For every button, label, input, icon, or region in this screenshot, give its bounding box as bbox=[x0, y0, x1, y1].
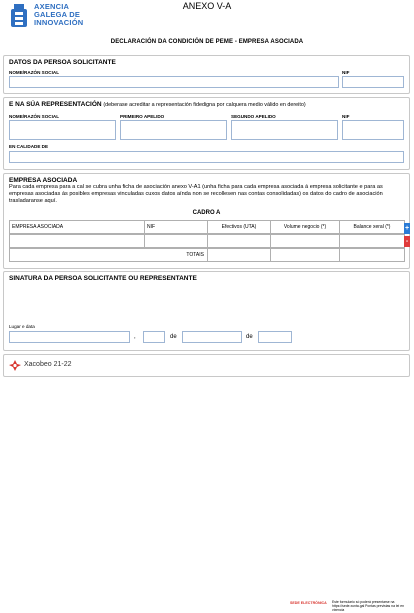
col-header-company: EMPRESA ASOCIADA bbox=[9, 220, 145, 234]
rep-nif-label: NIF bbox=[342, 114, 350, 119]
logo-line-2: GALEGA DE bbox=[34, 10, 81, 19]
rep-capacity-label: EN CALIDADE DE bbox=[9, 144, 49, 149]
totals-spacer bbox=[9, 248, 208, 262]
signature-section bbox=[3, 271, 410, 351]
row-turnover-field[interactable] bbox=[270, 234, 340, 248]
footer-notice bbox=[332, 600, 412, 613]
signature-section-title: SINATURA DA PERSOA SOLICITANTE OU REPRESENTANTE bbox=[9, 275, 197, 282]
associated-paragraph: Para cada empresa para a cal se cubra unha ficha de asociación anexo V-A1 (unha ficha para cada empresa asociada á empresa solicitante e para as empresas asociadas ás posibles empresas vinculadas cuxos datos aínda non se recollesen nas contas consolidadas) os datos do cadro de asociación trasladaranse aquí. bbox=[9, 184, 383, 204]
logo-line-1: AXENCIA bbox=[34, 2, 70, 11]
applicant-nif-field[interactable] bbox=[342, 76, 404, 88]
annex-label: ANEXO V-A bbox=[182, 1, 232, 11]
applicant-name-label: NOME/RAZÓN SOCIAL bbox=[9, 70, 60, 75]
rep-nif-field[interactable] bbox=[342, 120, 404, 140]
col-header-nif: NIF bbox=[144, 220, 208, 234]
sede-badge bbox=[290, 601, 327, 605]
representation-note: (deberase acreditar a representación fidedigna por calquera medio válido en dereito) bbox=[103, 102, 306, 108]
col-header-staff: Efectivos (UTA) bbox=[207, 220, 271, 234]
table-title: CADRO A bbox=[192, 210, 221, 216]
applicant-section-title: DATOS DA PERSOA SOLICITANTE bbox=[9, 59, 116, 66]
associated-section bbox=[3, 173, 410, 269]
de-separator-1: de bbox=[170, 334, 177, 340]
col-header-balance: Balance xeral (*) bbox=[339, 220, 405, 234]
rep-name-field[interactable] bbox=[9, 120, 116, 140]
row-nif-field[interactable] bbox=[144, 234, 208, 248]
representation-section-title bbox=[9, 101, 306, 108]
rep-first-surname-label: PRIMEIRO APELIDO bbox=[120, 114, 165, 119]
totals-balance-field[interactable] bbox=[339, 248, 405, 262]
associated-section-title: EMPRESA ASOCIADA bbox=[9, 177, 78, 184]
applicant-name-field[interactable] bbox=[9, 76, 339, 88]
de-separator-2: de bbox=[246, 334, 253, 340]
day-field[interactable] bbox=[143, 331, 165, 343]
applicant-section bbox=[3, 55, 410, 94]
row-company-field[interactable] bbox=[9, 234, 145, 248]
add-row-button[interactable]: + bbox=[404, 225, 410, 232]
document-title: DECLARACIÓN DA CONDICIÓN DE PEME - EMPRESA ASOCIADA bbox=[110, 39, 304, 45]
remove-row-button[interactable]: - bbox=[405, 238, 409, 245]
row-balance-field[interactable] bbox=[339, 234, 405, 248]
row-staff-field[interactable] bbox=[207, 234, 271, 248]
totals-staff-field[interactable] bbox=[207, 248, 271, 262]
brand-section bbox=[3, 354, 410, 377]
sede-label: SEDE ELECTRÓNICA bbox=[290, 601, 327, 605]
col-header-turnover: Volume negocio (*) bbox=[270, 220, 340, 234]
logo-line-3: INNOVACIÓN bbox=[34, 18, 84, 27]
place-date-label: Lugar e data bbox=[9, 324, 35, 329]
year-field[interactable] bbox=[258, 331, 292, 343]
xacobeo-logo-icon bbox=[8, 359, 22, 377]
place-field[interactable] bbox=[9, 331, 130, 343]
applicant-nif-label: NIF bbox=[342, 70, 350, 75]
xacobeo-label: Xacobeo 21-22 bbox=[24, 361, 72, 368]
footer-line-1: Este formulario só poderá presentarse na bbox=[332, 600, 395, 604]
month-field[interactable] bbox=[182, 331, 242, 343]
rep-first-surname-field[interactable] bbox=[120, 120, 227, 140]
totals-turnover-field[interactable] bbox=[270, 248, 340, 262]
totals-label: TOTAIS bbox=[186, 252, 204, 258]
rep-name-label: NOME/RAZÓN SOCIAL bbox=[9, 114, 60, 119]
rep-capacity-field[interactable] bbox=[9, 151, 404, 163]
rep-second-surname-label: SEGUNDO APELIDO bbox=[231, 114, 276, 119]
rep-second-surname-field[interactable] bbox=[231, 120, 338, 140]
representation-title-text: E NA SÚA REPRESENTACIÓN bbox=[9, 101, 102, 108]
representation-section bbox=[3, 97, 410, 170]
comma-separator: , bbox=[134, 334, 136, 340]
footer-line-2: https://sede.xunta.gal Pontas previstas na lei en vixencia bbox=[332, 604, 405, 613]
